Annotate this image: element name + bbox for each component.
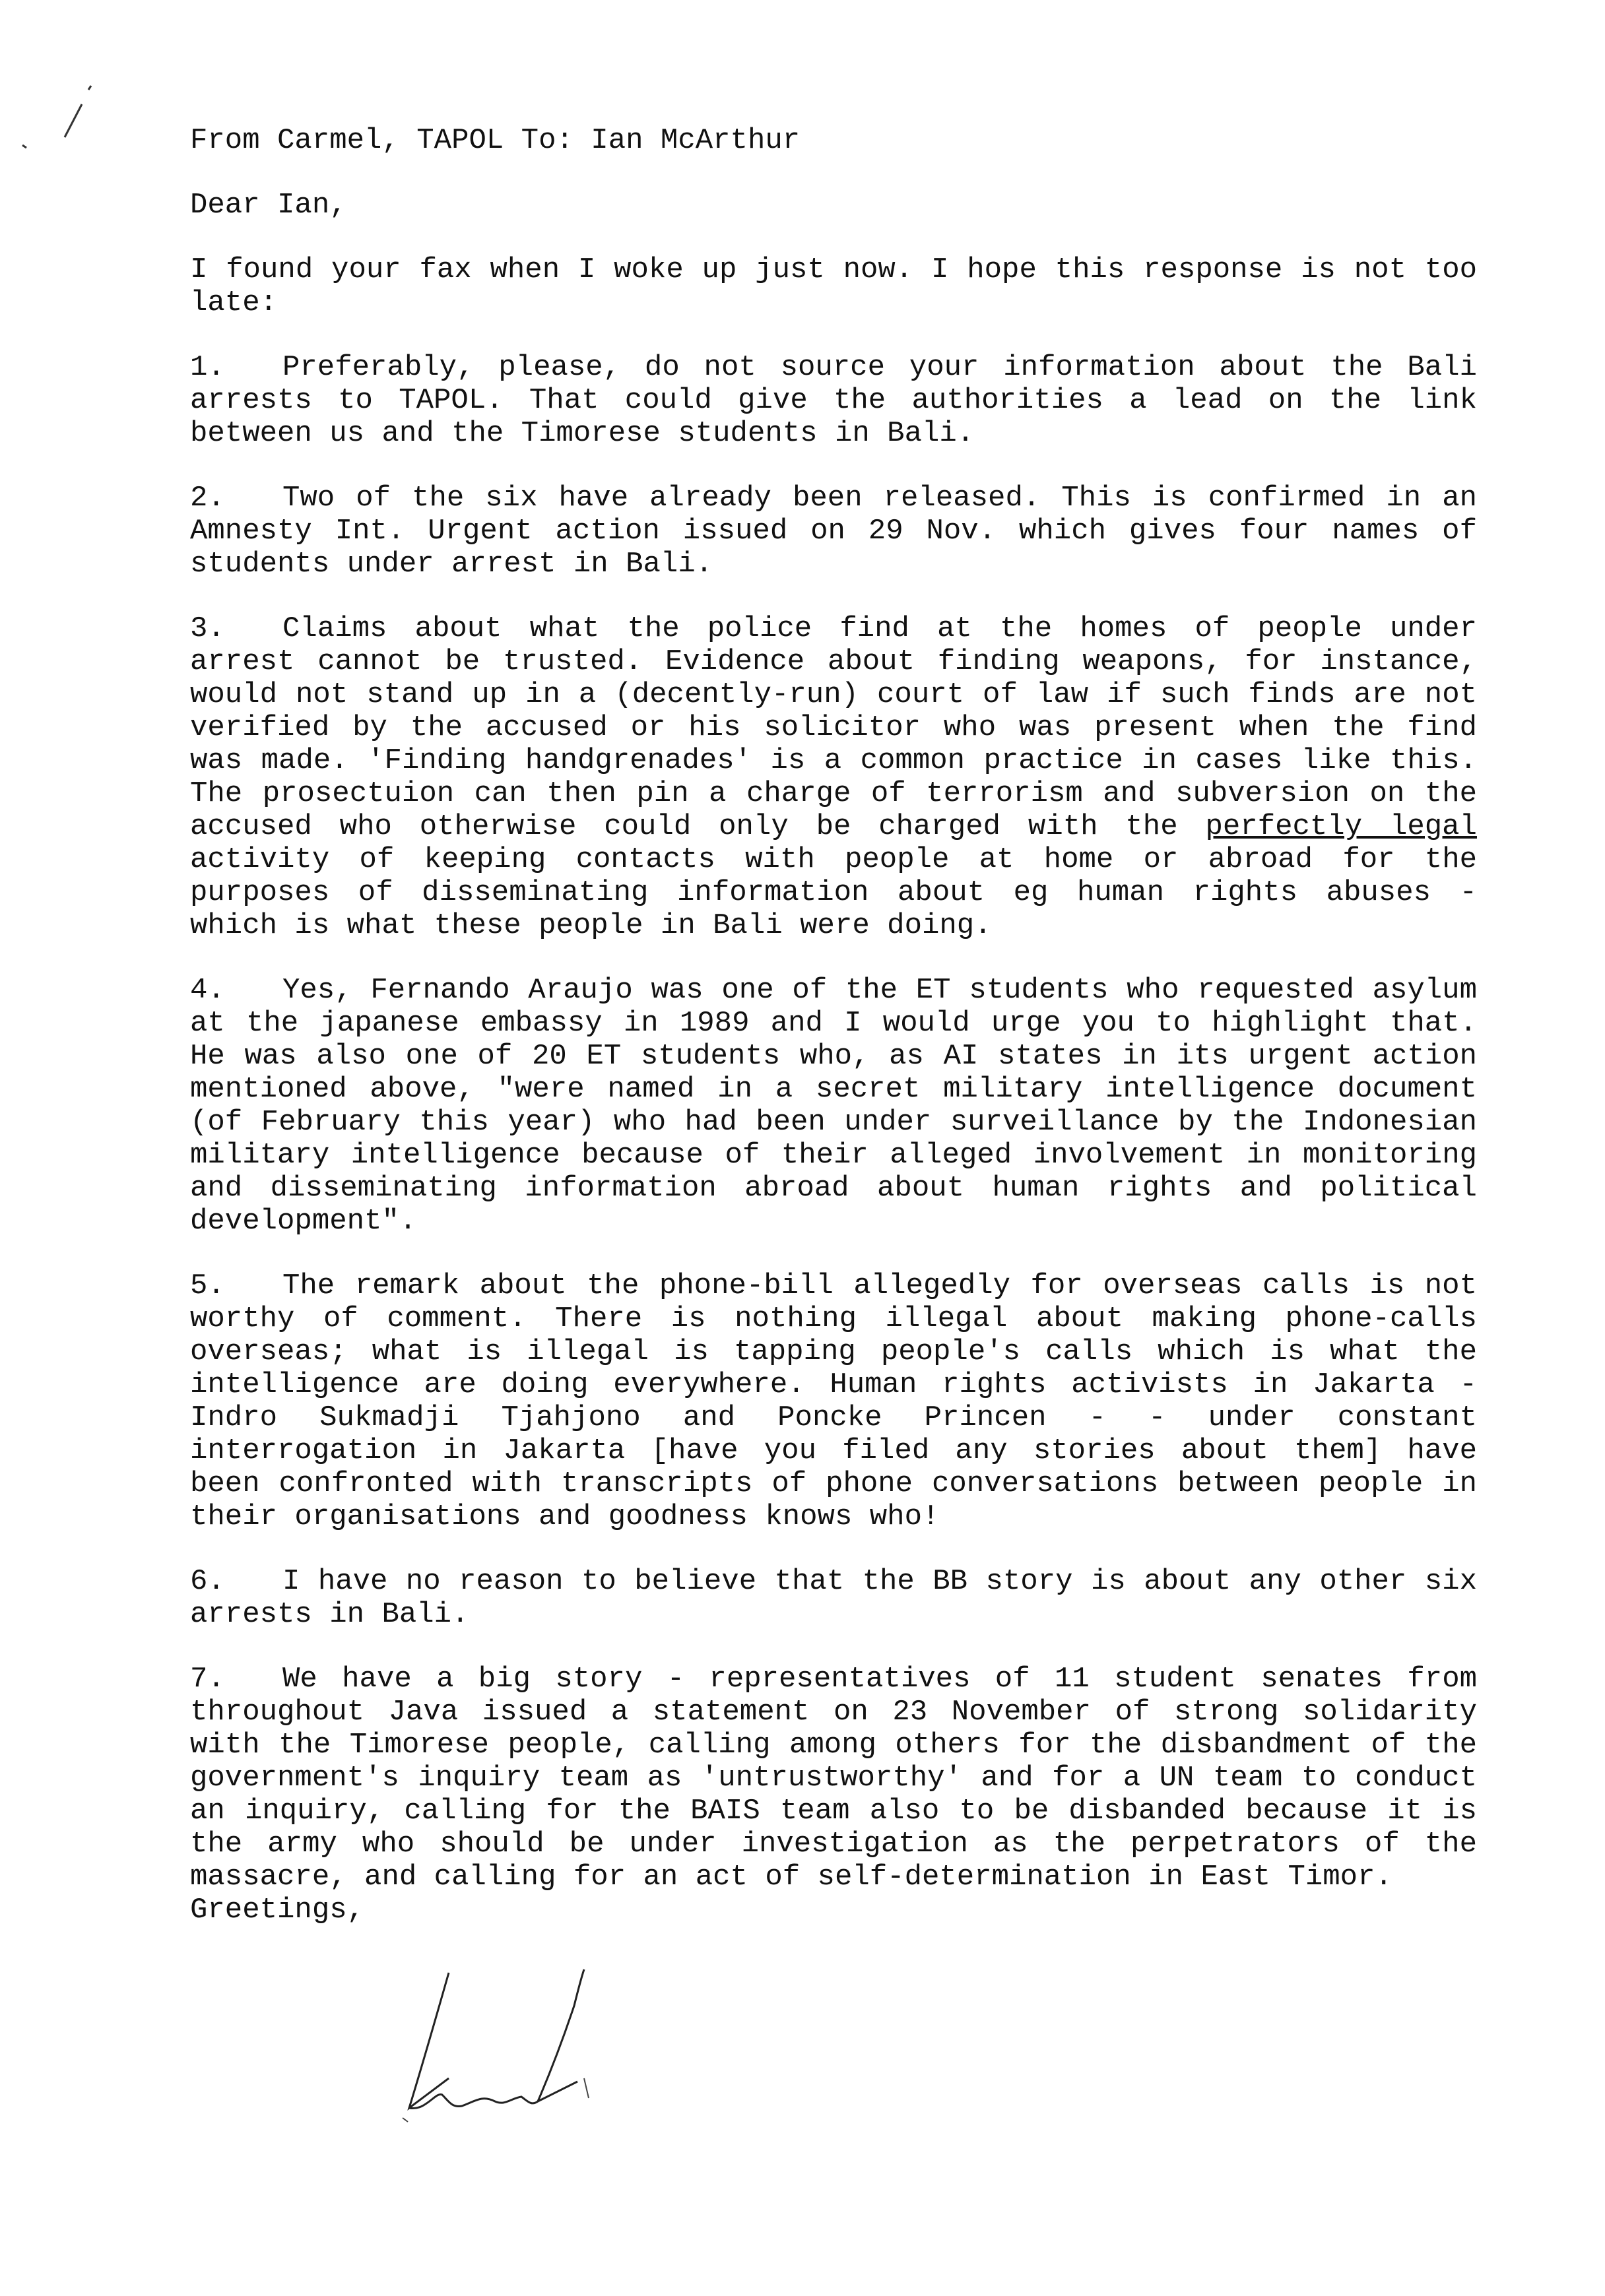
point-6 xyxy=(190,1565,1477,1631)
closing: Greetings, xyxy=(190,1894,365,1927)
point-2 xyxy=(190,482,1477,581)
point-number: 6. xyxy=(190,1565,225,1598)
point-number: 4. xyxy=(190,974,225,1007)
point-text: Preferably, please, do not source your information about the Bali arrests to TAPOL. That could give the authorities a lead on the link between us and the Timorese students in Bali. xyxy=(190,351,1477,450)
point-1 xyxy=(190,351,1477,450)
point-7 xyxy=(190,1663,1477,1894)
point-number: 2. xyxy=(190,482,225,515)
point-number: 3. xyxy=(190,612,225,645)
salutation: Dear Ian, xyxy=(190,189,347,222)
handwritten-signature xyxy=(396,1966,620,2124)
underlined-phrase: perfectly legal xyxy=(1205,810,1477,843)
point-text-cont: activity of keeping contacts with people at home or abroad for the purposes of disseminating information about eg human rights abuses - which is what these people in Bali were doing. xyxy=(190,843,1477,942)
point-text: I have no reason to believe that the BB story is about any other six arrests in Bali. xyxy=(190,1565,1477,1631)
point-3 xyxy=(190,612,1477,942)
point-number: 7. xyxy=(190,1663,225,1696)
point-text: Yes, Fernando Araujo was one of the ET students who requested asylum at the japanese embassy in 1989 and I would urge you to highlight that. He was also one of 20 ET students who, as AI states in its urgent action mentioned above, "were named in a secret military intelligence document (of February this year) who had been under surveillance by the Indonesian military intelligence because of their alleged involvement in monitoring and disseminating information abroad about human rights and political development". xyxy=(190,974,1477,1238)
margin-pen-marks xyxy=(13,73,99,172)
intro-paragraph: I found your fax when I woke up just now. I hope this response is not too late: xyxy=(190,253,1477,319)
point-text: Two of the six have already been released. This is confirmed in an Amnesty Int. Urgent action issued on 29 Nov. which gives four names of students under arrest in Bali. xyxy=(190,482,1477,581)
letter-header: From Carmel, TAPOL To: Ian McArthur xyxy=(190,124,801,157)
letter xyxy=(190,124,1477,1927)
point-text: Claims about what the police find at the homes of people under arrest cannot be trusted. Evidence about finding weapons, for instance, would not stand up in a (decently-run) court of law if such finds are not verified by the accused or his solicitor who was present when the find was made. 'Finding handgrenades' is a common practice in cases like this. The prosectuion can then pin a charge of terrorism and subversion on the accused who otherwise could only be charged with the xyxy=(190,612,1477,843)
point-number: 1. xyxy=(190,351,225,384)
point-number: 5. xyxy=(190,1269,225,1302)
pen-mark-icon xyxy=(13,73,99,172)
point-text: We have a big story - representatives of 11 student senates from throughout Java issued a statement on 23 November of strong solidarity with the Timorese people, calling among others for the disbandment of the government's inquiry team as 'untrustworthy' and for a UN team to conduct an inquiry, calling for the BAIS team also to be disbanded because it is the army who should be under investigation as the perpetrators of the massacre, and calling for an act of self-determination in East Timor. xyxy=(190,1663,1477,1894)
point-text: The remark about the phone-bill allegedly for overseas calls is not worthy of comment. There is nothing illegal about making phone-calls overseas; what is illegal is tapping people's calls which is what the intelligence are doing everywhere. Human rights activists in Jakarta - Indro Sukmadji Tjahjono and Poncke Princen - - under constant interrogation in Jakarta [have you filed any stories about them] have been confronted with transcripts of phone conversations between people in their organisations and goodness knows who! xyxy=(190,1269,1477,1533)
point-4 xyxy=(190,974,1477,1238)
signature-icon xyxy=(396,1966,620,2124)
point-5 xyxy=(190,1269,1477,1533)
